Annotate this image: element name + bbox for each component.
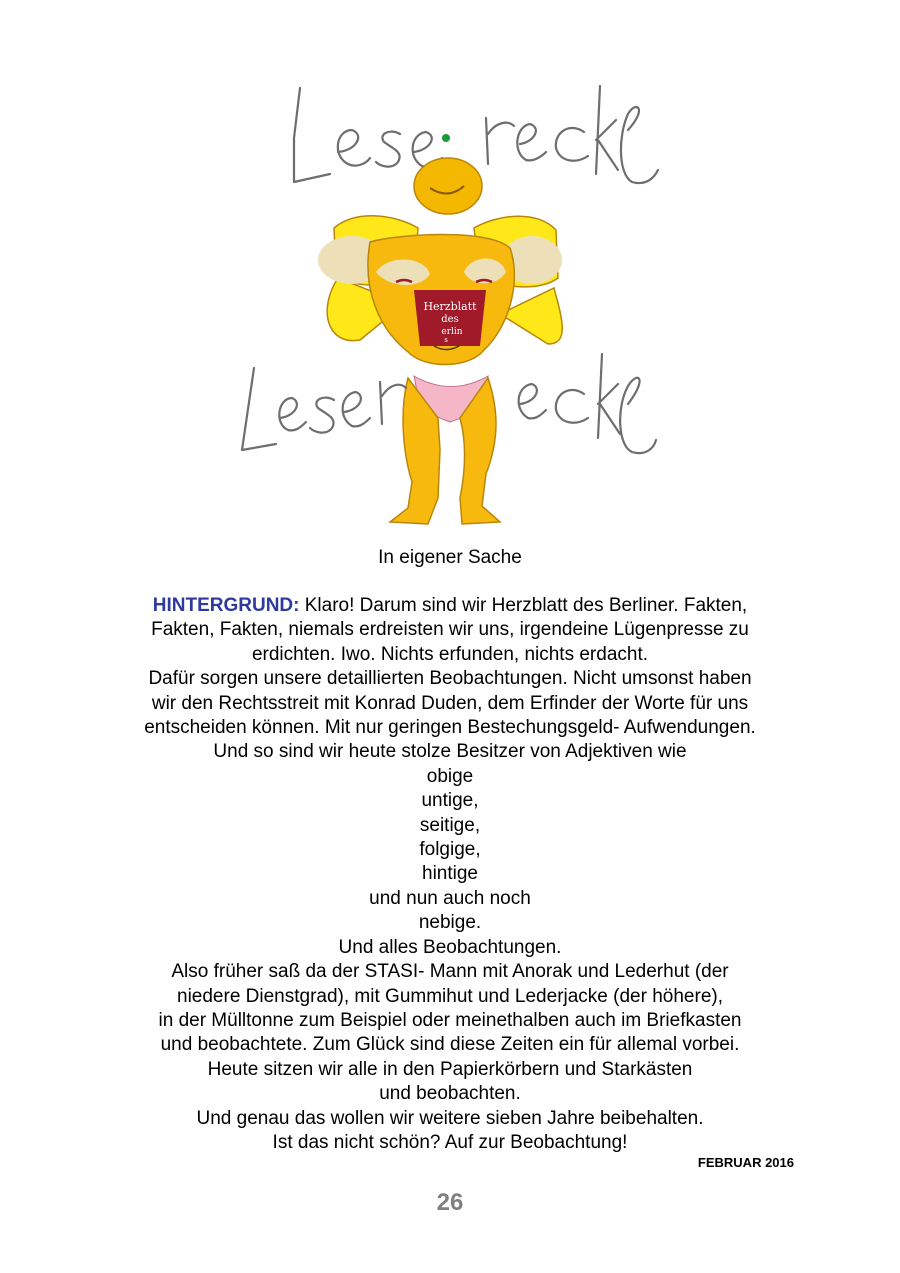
article-line: in der Mülltonne zum Beispiel oder meinethalben auch im Briefkasten <box>158 1009 742 1031</box>
article-line: obige <box>426 765 474 787</box>
article-first-line <box>100 594 800 618</box>
article-line: wir den Rechtsstreit mit Konrad Duden, dem Erfinder der Worte für uns <box>151 692 749 714</box>
book-label: Herzblatt <box>423 300 477 313</box>
article-line: Heute sitzen wir alle in den Papierkörbern und Starkästen <box>207 1058 693 1080</box>
article-first-line-text: Klaro! Darum sind wir Herzblatt des Berliner. Fakten, <box>299 595 748 616</box>
article-line: entscheiden können. Mit nur geringen Bestechungsgeld- Aufwendungen. <box>144 717 756 739</box>
issue-date: FEBRUAR 2016 <box>697 1155 794 1170</box>
article-line: Und genau das wollen wir weitere sieben Jahre beibehalten. <box>196 1107 704 1129</box>
article-line: Ist das nicht schön? Auf zur Beobachtung! <box>272 1131 628 1153</box>
article-line: und beobachten. <box>379 1083 521 1105</box>
article-line: und nun auch noch <box>369 887 531 909</box>
article-line: hintige <box>422 863 478 885</box>
lese-recke-illustration <box>108 78 790 536</box>
article-line: Und alles Beobachtungen. <box>338 936 562 958</box>
article-line: Dafür sorgen unsere detaillierten Beobachtungen. Nicht umsonst haben <box>148 668 752 690</box>
book-label-line4: s <box>444 336 448 344</box>
caption: In eigener Sache <box>378 547 522 568</box>
article-label: HINTERGRUND: <box>152 595 300 616</box>
article-line: nebige. <box>418 912 482 934</box>
book-label-line3: erlin <box>441 327 463 337</box>
article-line: niedere Dienstgrad), mit Gummihut und Lederjacke (der höhere), <box>177 985 723 1007</box>
article-line: Also früher saß da der STASI- Mann mit Anorak und Lederhut (der <box>171 961 729 983</box>
book-label-line2: des <box>441 314 459 325</box>
article-line: Fakten, Fakten, niemals erdreisten wir uns, irgendeine Lügenpresse zu <box>151 619 749 641</box>
article-line: erdichten. Iwo. Nichts erfunden, nichts erdacht. <box>251 643 649 665</box>
article-line: untige, <box>421 790 479 812</box>
title-lese-recke-drawing <box>294 86 658 183</box>
article-line: seitige, <box>419 814 481 836</box>
page-number: 26 <box>436 1189 464 1216</box>
article-line: Und so sind wir heute stolze Besitzer von Adjektiven wie <box>213 741 687 763</box>
article-line: folgige, <box>419 839 481 861</box>
article-body <box>100 594 800 1155</box>
article-line: und beobachtete. Zum Glück sind diese Zeiten ein für allemal vorbei. <box>160 1034 740 1056</box>
